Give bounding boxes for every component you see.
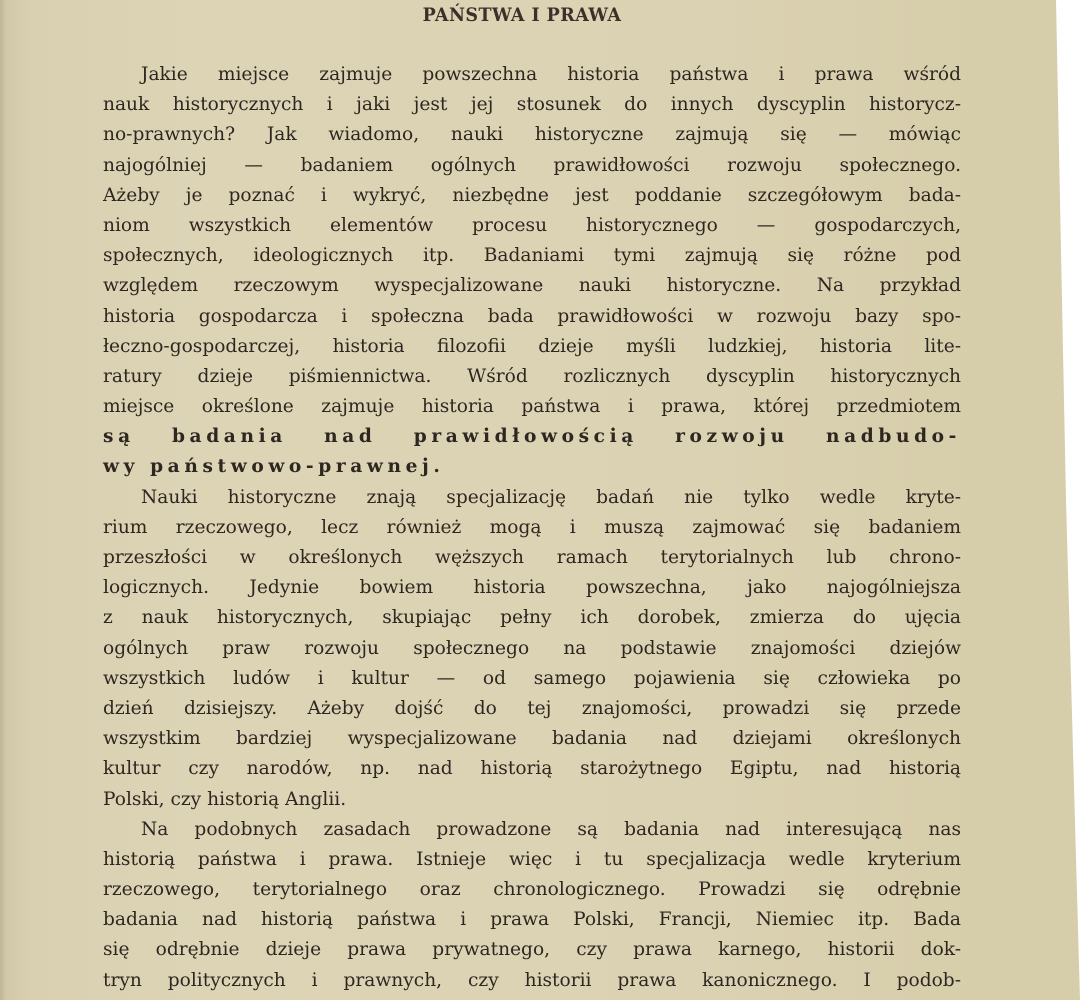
text-line: niom wszystkich elementów procesu historycznego — gospodarczych,	[103, 214, 961, 236]
text-line: miejsce określone zajmuje historia państwa i prawa, której przedmiotem	[103, 396, 961, 418]
text-line: względem rzeczowym wyspecjalizowane nauki historyczne. Na przykład	[103, 275, 961, 297]
text-line: są badania nad prawidłowością rozwoju nadbudo-	[103, 426, 961, 448]
body-text	[103, 60, 961, 996]
text-line: społecznych, ideologicznych itp. Badaniami tymi zajmują się różne pod	[103, 245, 961, 267]
text-line: nauk historycznych i jaki jest jej stosunek do innych dyscyplin historycz-	[103, 94, 961, 116]
text-line: kultur czy narodów, np. nad historią starożytnego Egiptu, nad historią	[103, 758, 961, 780]
page-heading: PAŃSTWA I PRAWA	[422, 4, 622, 26]
text-line: Jakie miejsce zajmuje powszechna historia państwa i prawa wśród	[141, 64, 961, 85]
text-line: historia gospodarcza i społeczna bada prawidłowości w rozwoju bazy spo-	[103, 305, 961, 327]
text-line: z nauk historycznych, skupiając pełny ich dorobek, zmierza do ujęcia	[103, 607, 961, 629]
text-line: ogólnych praw rozwoju społecznego na podstawie znajomości dziejów	[103, 637, 961, 659]
text-line: badania nad historią państwa i prawa Polski, Francji, Niemiec itp. Bada	[103, 909, 961, 931]
text-line: Nauki historyczne znają specjalizację badań nie tylko wedle kryte-	[141, 486, 961, 508]
text-line: wszystkich ludów i kultur — od samego pojawienia się człowieka po	[103, 667, 961, 689]
text-line: dzień dzisiejszy. Ażeby dojść do tej znajomości, prowadzi się przede	[103, 697, 961, 719]
text-line: łeczno-gospodarczej, historia filozofii dzieje myśli ludzkiej, historia lite-	[103, 335, 961, 357]
text-line: wy państwowo-prawnej.	[103, 456, 445, 478]
text-line: się odrębnie dzieje prawa prywatnego, czy prawa karnego, historii dok-	[103, 939, 961, 961]
text-line: rium rzeczowego, lecz również mogą i muszą zajmować się badaniem	[103, 516, 961, 538]
text-line: Polski, czy historią Anglii.	[103, 788, 347, 810]
text-line: historią państwa i prawa. Istnieje więc i tu specjalizacja wedle kryterium	[103, 848, 961, 870]
text-line: logicznych. Jedynie bowiem historia powszechna, jako najogólniejsza	[103, 577, 961, 599]
text-line: wszystkim bardziej wyspecjalizowane badania nad dziejami określonych	[103, 728, 961, 750]
text-line: najogólniej — badaniem ogólnych prawidłowości rozwoju społecznego.	[103, 154, 961, 176]
text-line: Ażeby je poznać i wykryć, niezbędne jest poddanie szczegółowym bada-	[103, 184, 961, 206]
text-line: no-prawnych? Jak wiadomo, nauki historyczne zajmują się — mówiąc	[103, 124, 961, 146]
text-line: ratury dzieje piśmiennictwa. Wśród rozlicznych dyscyplin historycznych	[103, 365, 961, 387]
text-line: rzeczowego, terytorialnego oraz chronologicznego. Prowadzi się odrębnie	[103, 879, 961, 901]
text-line: przeszłości w określonych węższych ramach terytorialnych lub chrono-	[103, 547, 961, 568]
text-line: Na podobnych zasadach prowadzone są badania nad interesującą nas	[141, 818, 961, 840]
text-line: tryn politycznych i prawnych, czy historii prawa kanonicznego. I podob-	[103, 969, 961, 991]
